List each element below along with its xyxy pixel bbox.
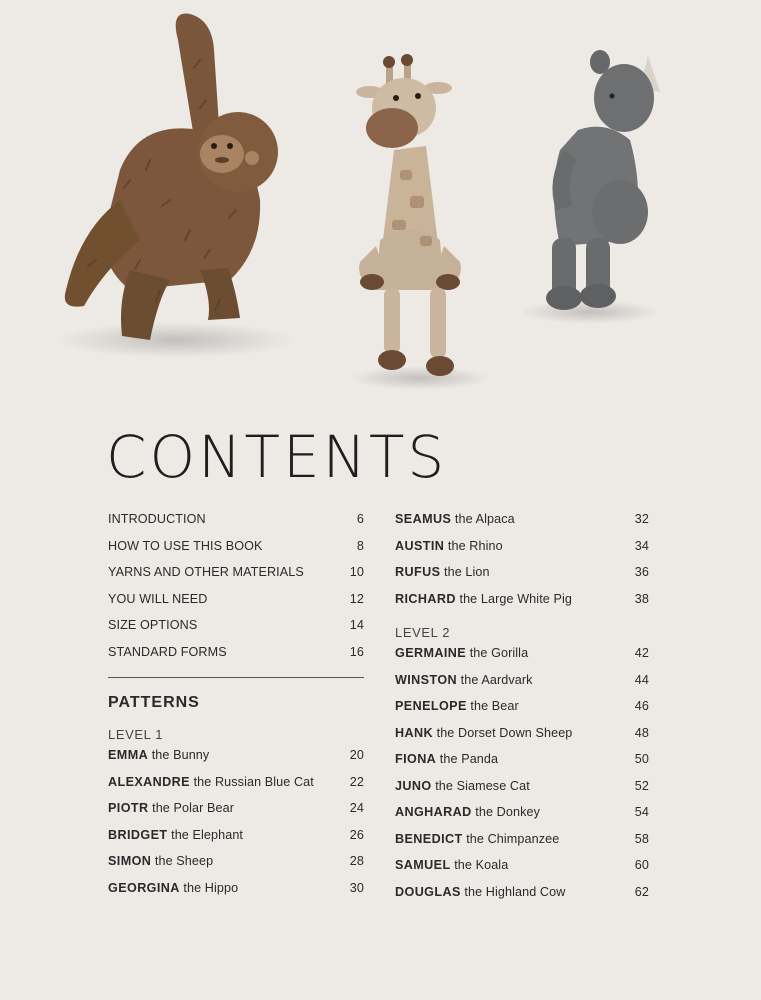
toc-entry-label <box>395 539 503 553</box>
toc-page-number: 26 <box>349 827 364 842</box>
pattern-name: SEAMUS <box>395 512 452 526</box>
pattern-description: the Sheep <box>154 854 214 868</box>
pattern-description: the Hippo <box>183 880 239 895</box>
pattern-description: the Gorilla <box>469 646 529 660</box>
toc-entry-label <box>395 832 559 846</box>
toc-entry[interactable] <box>108 854 364 881</box>
pattern-description: the Chimpanzee <box>466 831 560 846</box>
pattern-name: SIMON <box>108 854 152 868</box>
toc-page-number: 12 <box>349 591 364 606</box>
toc-entry-label <box>108 775 314 789</box>
pattern-description: the Russian Blue Cat <box>193 774 314 789</box>
toc-entry[interactable] <box>108 645 364 672</box>
toc-page-number: 28 <box>349 854 364 868</box>
toc-page-number: 24 <box>349 801 364 815</box>
pattern-description: the Rhino <box>447 538 503 553</box>
toc-page-number: 48 <box>634 725 649 740</box>
toc-entry[interactable] <box>108 618 364 645</box>
pattern-name: RICHARD <box>395 591 456 606</box>
toc-page-number: 30 <box>349 880 364 895</box>
toc-entry-label <box>108 854 213 868</box>
patterns-heading: PATTERNS <box>108 694 200 711</box>
pattern-description: the Dorset Down Sheep <box>436 725 573 740</box>
toc-entry[interactable] <box>108 801 364 828</box>
pattern-description: the Elephant <box>171 827 244 842</box>
level-1-heading: LEVEL 1 <box>108 727 164 742</box>
toc-entry[interactable] <box>395 885 649 912</box>
toc-page-number: 20 <box>349 748 364 762</box>
toc-entry[interactable] <box>395 805 649 832</box>
toc-entry-label <box>108 828 243 842</box>
toc-entry-label: YOU WILL NEED <box>108 591 208 606</box>
pattern-description: the Bear <box>470 699 519 713</box>
pattern-description: the Lion <box>444 565 490 579</box>
pattern-description: the Alpaca <box>454 512 515 526</box>
pattern-name: BENEDICT <box>395 831 463 846</box>
pattern-description: the Siamese Cat <box>435 778 530 793</box>
toy-photograph <box>0 0 761 400</box>
pattern-name: ANGHARAD <box>395 805 472 819</box>
pattern-description: the Polar Bear <box>152 801 235 815</box>
pattern-description: the Panda <box>439 752 499 766</box>
page-title: CONTENTS <box>106 423 448 491</box>
toc-entry-label <box>108 881 238 895</box>
section-divider <box>108 677 364 678</box>
toc-page-number: 8 <box>356 538 364 553</box>
toc-page-number: 42 <box>634 646 649 660</box>
toc-entry-label: INTRODUCTION <box>108 512 206 526</box>
toc-page-number: 32 <box>634 512 649 526</box>
toc-entry[interactable] <box>108 828 364 855</box>
toc-entry-label <box>395 592 572 606</box>
toc-entry-label <box>395 512 515 526</box>
pattern-name: EMMA <box>108 748 149 762</box>
toc-entry[interactable] <box>395 539 649 566</box>
toc-entry-label <box>108 748 209 762</box>
toc-page-number: 60 <box>634 858 649 872</box>
toc-page-number: 58 <box>634 831 649 846</box>
toc-page-number: 22 <box>349 774 364 789</box>
pattern-name: PIOTR <box>108 801 149 815</box>
toc-entry[interactable] <box>395 832 649 859</box>
pattern-name: WINSTON <box>395 672 458 687</box>
pattern-name: GEORGINA <box>108 880 180 895</box>
toc-entry[interactable] <box>395 858 649 885</box>
toc-entry[interactable] <box>108 512 364 539</box>
toc-entry[interactable] <box>395 779 649 806</box>
toc-entry[interactable] <box>395 592 649 619</box>
giraffe-toy <box>350 54 490 390</box>
pattern-name: GERMAINE <box>395 646 467 660</box>
toc-page-number: 6 <box>356 512 364 526</box>
toc-page-number: 52 <box>634 778 649 793</box>
toc-entry[interactable] <box>395 646 649 673</box>
toc-page-number: 44 <box>634 672 649 687</box>
pattern-name: RUFUS <box>395 565 441 579</box>
pattern-description: the Bunny <box>151 748 210 762</box>
toc-entry[interactable] <box>395 726 649 753</box>
toc-entry-label: STANDARD FORMS <box>108 644 227 659</box>
toc-entry[interactable] <box>395 673 649 700</box>
toc-entry-label <box>395 779 530 793</box>
toc-entry-label <box>395 805 540 819</box>
toc-entry[interactable] <box>108 592 364 619</box>
toc-entry[interactable] <box>395 565 649 592</box>
toc-page-number: 36 <box>634 565 649 579</box>
toc-entry[interactable] <box>395 752 649 779</box>
toc-page-number: 46 <box>634 699 649 713</box>
toc-page-number: 62 <box>634 884 649 899</box>
pattern-name: ALEXANDRE <box>108 774 190 789</box>
toc-entry-label <box>395 699 519 713</box>
toc-entry-label <box>395 858 508 872</box>
rhino-toy <box>520 50 660 324</box>
toc-entry-label <box>108 801 234 815</box>
monkey-toy <box>55 14 295 358</box>
pattern-name: HANK <box>395 725 433 740</box>
pattern-name: SAMUEL <box>395 858 451 872</box>
toc-page-number: 50 <box>634 752 649 766</box>
pattern-description: the Donkey <box>475 805 540 819</box>
toc-entry[interactable] <box>108 775 364 802</box>
toc-entry[interactable] <box>395 512 649 539</box>
toc-entry-label <box>395 752 498 766</box>
toc-entry-label <box>395 565 490 579</box>
toc-entry-label: SIZE OPTIONS <box>108 618 198 632</box>
toc-page-number: 10 <box>349 565 364 579</box>
toc-entry[interactable] <box>108 565 364 592</box>
toc-entry[interactable] <box>108 539 364 566</box>
toc-entry-label <box>395 885 565 899</box>
pattern-name: PENELOPE <box>395 699 467 713</box>
toc-entry[interactable] <box>108 881 364 908</box>
pattern-description: the Highland Cow <box>464 884 566 899</box>
pattern-name: BRIDGET <box>108 827 168 842</box>
toc-entry-label <box>395 673 533 687</box>
pattern-description: the Large White Pig <box>459 591 572 606</box>
toc-page-number: 54 <box>634 805 649 819</box>
pattern-name: AUSTIN <box>395 538 445 553</box>
toc-entry-label: HOW TO USE THIS BOOK <box>108 538 263 553</box>
toc-page-number: 14 <box>349 618 364 632</box>
level-2-heading: LEVEL 2 <box>395 625 451 640</box>
contents-right-column <box>395 512 649 911</box>
toc-entry[interactable] <box>108 748 364 775</box>
pattern-description: the Aardvark <box>460 672 533 687</box>
toc-page-number: 34 <box>634 538 649 553</box>
pattern-description: the Koala <box>454 858 509 872</box>
pattern-name: DOUGLAS <box>395 884 461 899</box>
toc-page-number: 38 <box>634 591 649 606</box>
toc-entry-label <box>395 726 572 740</box>
toc-entry-label <box>395 646 528 660</box>
toc-entry[interactable] <box>395 699 649 726</box>
toc-page-number: 16 <box>349 644 364 659</box>
contents-left-column <box>108 512 364 907</box>
toc-entry-label: YARNS AND OTHER MATERIALS <box>108 565 304 579</box>
pattern-name: FIONA <box>395 752 437 766</box>
pattern-name: JUNO <box>395 778 432 793</box>
